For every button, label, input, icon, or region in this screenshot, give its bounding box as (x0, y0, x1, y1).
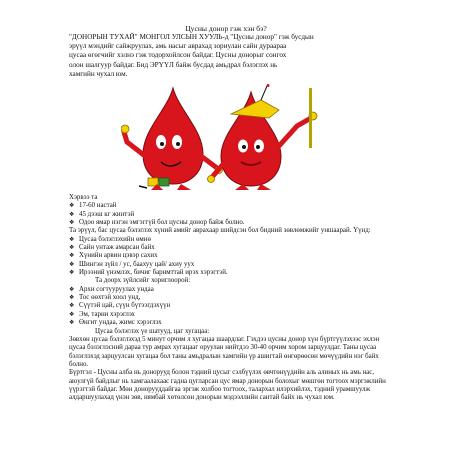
requirement-item: ❖ Одоо ямар нэгэн эмгэггүй бол цусны донор байж болно. (69, 219, 389, 227)
lifestyle-item: ❖ Ирээний үнэмлэх, бичиг баримттай ирэх хэрэгтэй. (69, 269, 389, 277)
lifestyle-item: ❖ Цусаа бэлэглэхийн өмнө (69, 236, 389, 244)
avoid-item: ❖ Өнгит ундаа, жимс хэрэглэх (69, 319, 389, 327)
document-body (69, 194, 389, 403)
lifestyle-item: ❖ Сайн унтаж амарсан байх (69, 244, 389, 252)
intro-line: эрүүл мэндийг сайжруулах, амь насыг аврахад зориулан сайн дураараа (69, 42, 287, 51)
intro-line: олон шалгуур байдаг. Бид ЭРҮҮЛ байж бусдад амьдрал бэлэглэх нь (69, 60, 278, 69)
avoid-item: ❖ Эм, тарни хэрэглэх (69, 311, 389, 319)
lifestyle-intro: Та эрүүл, бас цусаа бэлэглэх хүний амийг аврахаар шийдсэн бол бидний зөвлөмжийг уншаарай. Үүнд: (69, 227, 371, 235)
requirement-item: ❖ 45 дээш кг жинтэй (69, 211, 389, 219)
intro-paragraph (69, 33, 389, 79)
right-blood-drop-mascot (208, 84, 318, 190)
blood-drop-mascots-illustration (121, 84, 326, 192)
intro-line: "ДОНОРЫН ТУХАЙ" МОНГОЛ УЛСЫН ХУУЛЬ-д "Цусны донор" гэж бусдын (69, 33, 314, 41)
registration-paragraph: Бүртгэл - Цусны алба нь донорууд болон тэдний цусыг сэлбүүлэх өвчтөнүүдийн аль алиных нь амь нас, аюулгүй байдлыг нь хамгаалахаас гадна цугларсан цус ямар донорын болохыг мөшгөн тогтоох мэргэжлийн үүрэгтэй байдаг. Мөн донорууддайгаа эргэж холбоо тогтоох, талархал илэрхийлэх, тэдний урамшуулж алдаршуулахад үнэн зөв, нямбай хөтөлсөн донорын мэдээллийн сантай байх нь чухал юм. (69, 369, 386, 402)
requirement-item: ❖ 17-60 настай (69, 202, 389, 210)
avoid-item: ❖ Архи согтууруулах ундаа (69, 286, 389, 294)
intro-line: цусаа өгөгчийг хэлнэ гэж тодорхойлсон байдаг. Цусны донорыг сонгох (69, 51, 287, 60)
avoid-item: ❖ Сүүтэй цай, сүүн бүтээгдэхүүн (69, 302, 389, 310)
left-blood-drop-mascot (121, 88, 223, 190)
intro-line: хамгийн чухал юм. (69, 69, 128, 78)
process-paragraph: Зөвхөн цусаа бэлэглэхэд 5 минут орчим л хугацаа шаардлаг. Гэхдээ цусны донор хүн бүртгүүлэхээс эхлэн цусаа бэлэглэсний дараа тур амрах хугацааг оруулан нийтдээ 30-40 орчим хором зарцуулдаг. Таны цусаа бэлэглэхэд зарцуулсан хугацаа бол таны амьдралын хамгийн үр ашигтай өнгөрөөсөн мөчүүдийн нэг байх болно. (69, 335, 380, 368)
avoid-intro: Та доорх зүйлсийг хориглоорой: (95, 277, 191, 285)
lifestyle-item: ❖ Шингэн зүйл / ус, баахуу цай/ ахиу уух (69, 261, 389, 269)
avoid-item: ❖ Тос өөхтэй хоол унд, (69, 294, 389, 302)
document-title: Цусны донор гэж хэн бэ? (185, 24, 267, 33)
process-heading: Цусаа бэлэглэх үе шатууд, цаг хугацаа: (95, 327, 210, 335)
requirements-heading: Хэрвээ та (69, 194, 98, 201)
lifestyle-item: ❖ Хүнийн арвин цэвэр сахих (69, 252, 389, 260)
